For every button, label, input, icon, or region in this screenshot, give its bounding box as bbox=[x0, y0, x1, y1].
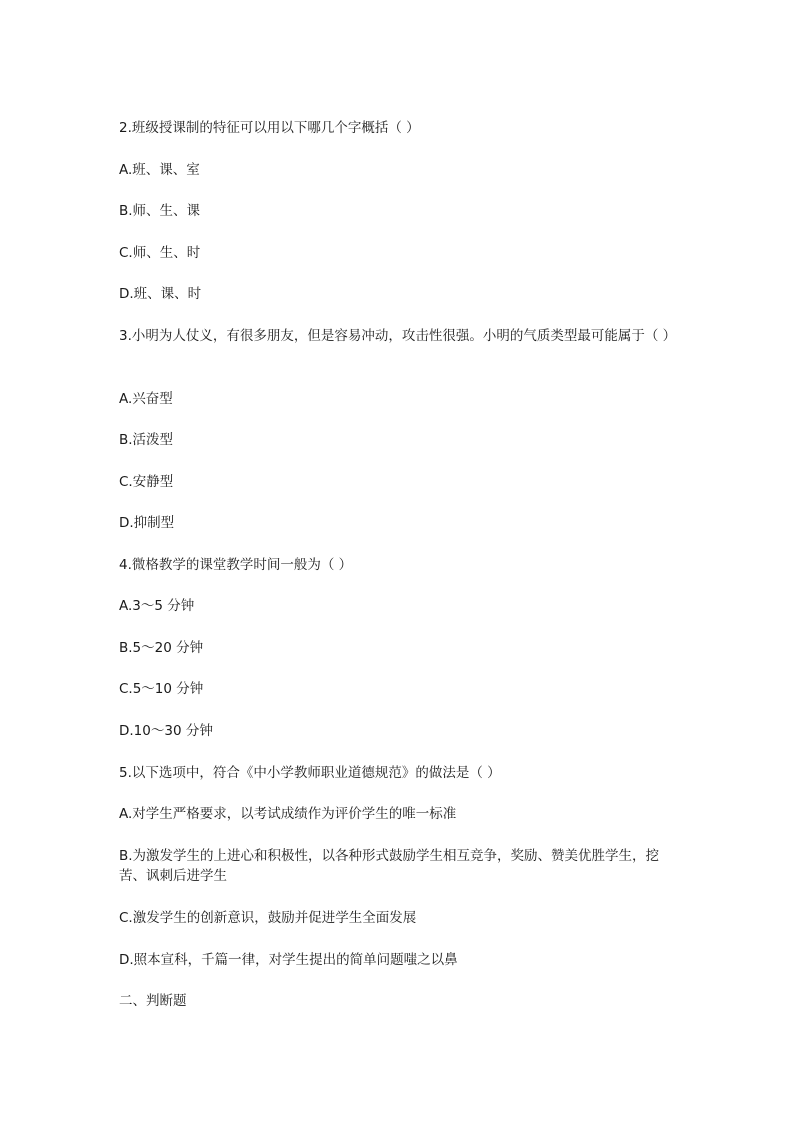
question-4-option-d: D.10～30 分钟 bbox=[119, 723, 213, 739]
question-5-option-c: C.激发学生的创新意识，鼓励并促进学生全面发展 bbox=[119, 910, 417, 926]
question-4-option-c: C.5～10 分钟 bbox=[119, 681, 204, 697]
question-4-option-b: B.5～20 分钟 bbox=[119, 640, 204, 656]
question-2-stem: 2.班级授课制的特征可以用以下哪几个字概括（ ） bbox=[119, 120, 420, 136]
question-5-option-a: A.对学生严格要求，以考试成绩作为评价学生的唯一标准 bbox=[119, 806, 457, 822]
question-3-option-d: D.抑制型 bbox=[119, 515, 175, 531]
section-heading-true-false: 二、判断题 bbox=[119, 993, 187, 1009]
question-4-stem: 4.微格教学的课堂教学时间一般为（ ） bbox=[119, 557, 353, 573]
question-2-option-a: A.班、课、室 bbox=[119, 162, 200, 178]
question-4-option-a: A.3～5 分钟 bbox=[119, 598, 195, 614]
question-5-stem: 5.以下选项中，符合《中小学教师职业道德规范》的做法是（ ） bbox=[119, 765, 501, 781]
question-3-option-b: B.活泼型 bbox=[119, 432, 174, 448]
question-2-option-c: C.师、生、时 bbox=[119, 245, 201, 261]
question-3-option-a: A.兴奋型 bbox=[119, 391, 173, 407]
question-5-option-b: B.为激发学生的上进心和积极性，以各种形式鼓励学生相互竞争，奖励、赞美优胜学生，挖苦、讽刺后进学生 bbox=[119, 848, 660, 884]
question-3-option-c: C.安静型 bbox=[119, 474, 174, 490]
question-2-option-b: B.师、生、课 bbox=[119, 203, 201, 219]
question-5-option-d: D.照本宣科，千篇一律，对学生提出的简单问题嗤之以鼻 bbox=[119, 952, 458, 968]
question-2-option-d: D.班、课、时 bbox=[119, 286, 202, 302]
question-3-stem: 3.小明为人仗义，有很多朋友，但是容易冲动，攻击性很强。小明的气质类型最可能属于（ ） bbox=[119, 328, 677, 344]
